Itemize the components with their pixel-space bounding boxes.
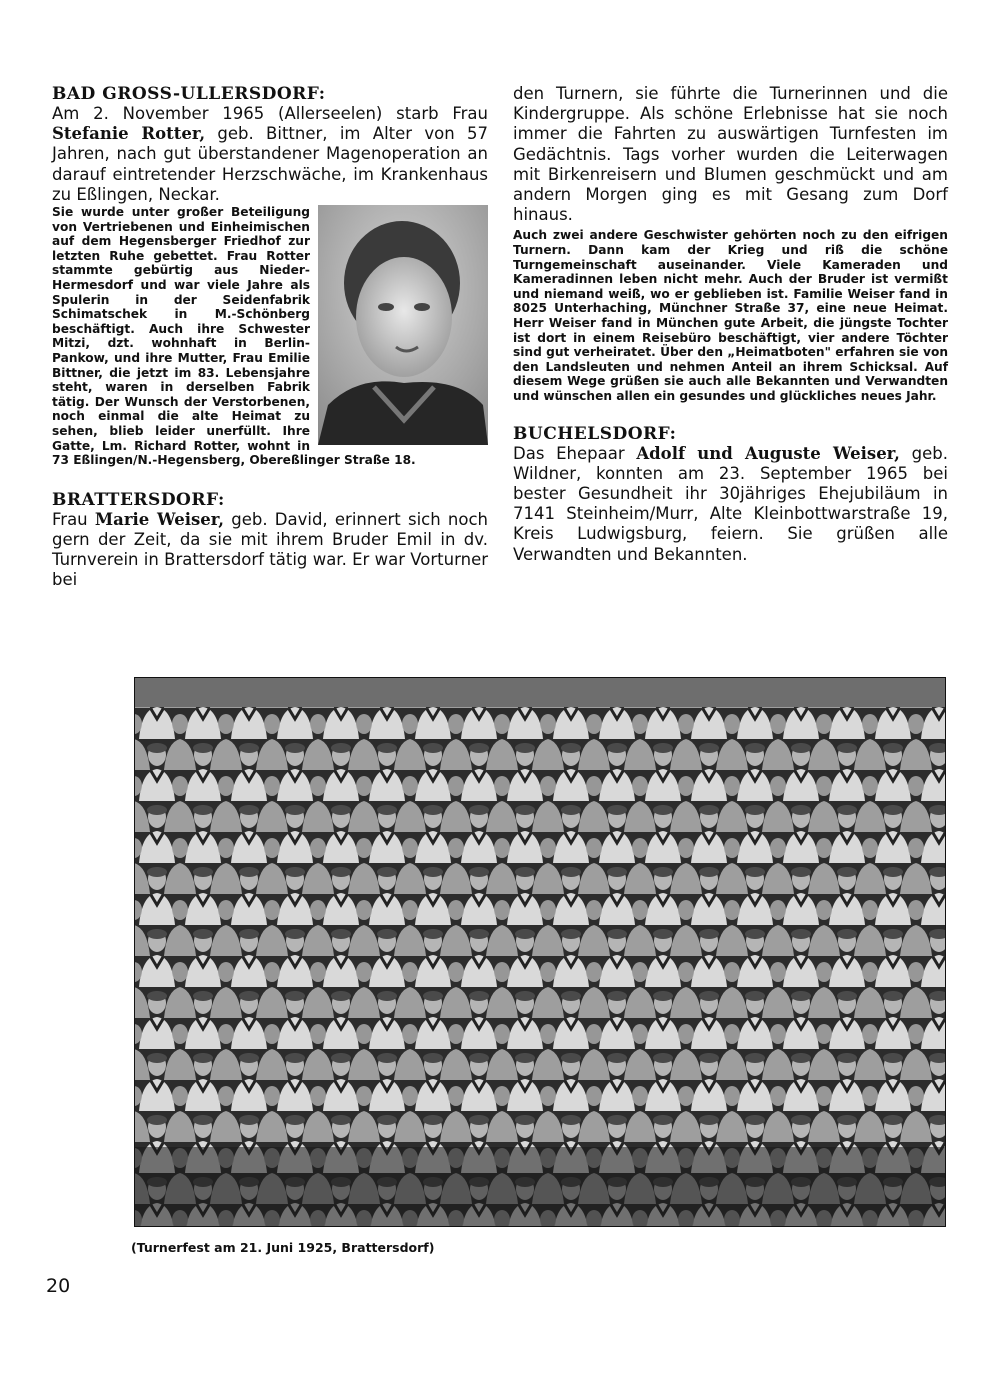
buchelsdorf-name: Adolf und Auguste Weiser, — [636, 443, 900, 463]
left-column — [52, 84, 488, 591]
brattersdorf-text-a: Frau — [52, 509, 95, 529]
obituary-details: Sie wurde unter großer Beteiligung von Vertriebenen und Einheimischen auf dem Hegensberger Friedhof zur letzten Ruhe gebettet. Frau Rotter stammte gebürtig aus Nieder-Hermesdorf und war viele Jahre als Spulerin in der Seidenfabrik Schimatschek in M.-Schönberg beschäftigt. Auch ihre Schwester Mitzi, dzt. wohnhaft in Berlin-Pankow, und ihre Mutter, Frau Emilie Bittner, die jetzt im 83. Lebensjahre steht, waren in derselben Fabrik tätig. Der Wunsch der Verstorbenen, noch einmal die alte Heimat zu sehen, blieb leider unerfüllt. Ihre Gatte, Lm. Richard Rotter, wohnt in 73 Eßlingen/N.-Hegensberg, Obereßlinger Straße 18. — [52, 205, 416, 468]
obituary-name: Stefanie Rotter, — [52, 124, 206, 144]
heading-bad-gross-ullersdorf: BAD GROSS-ULLERSDORF: — [52, 84, 326, 104]
heading-buchelsdorf: BUCHELSDORF: — [513, 423, 677, 444]
buchelsdorf-text-a: Das Ehepaar — [513, 443, 637, 463]
brattersdorf-intro — [52, 510, 488, 591]
brattersdorf-continuation: den Turnern, sie führte die Turnerinnen und die Kindergruppe. Als schöne Erlebnisse hat sie noch immer die Fahrten zu auswärtigen Turnfesten im Gedächtnis. Tags vorher wurden die Leiterwagen mit Birkenreisern und Blumen geschmückt und am andern Morgen ging es mit Gesang zum Dorf hinaus. — [513, 84, 948, 225]
brattersdorf-text-b: geb. David, erinnert sich noch gern der Zeit, da sie mit ihrem Bruder Emil in dv. Turnverein in Brattersdorf tätig war. Er war Vorturner bei — [52, 509, 488, 590]
right-column — [513, 84, 948, 565]
portrait-photo — [318, 205, 488, 445]
brattersdorf-name: Marie Weiser, — [94, 509, 224, 529]
buchelsdorf-text-b: geb. Wildner, konnten am 23. September 1965 bei bester Gesundheit ihr 30jähriges Ehejubiläum in 7141 Steinheim/Murr, Alte Kleinbottwarstraße 19, Kreis Ludwigsburg, feiern. Sie grüßen alle Verwandten und Bekannten. — [513, 443, 948, 564]
photo-caption: (Turnerfest am 21. Juni 1925, Brattersdorf) — [131, 1240, 435, 1255]
weiser-family-details: Auch zwei andere Geschwister gehörten noch zu den eifrigen Turnern. Dann kam der Krieg und riß die schöne Turngemeinschaft auseinander. Viele Kameraden und Kameradinnen leben nicht mehr. Auch der Bruder ist vermißt und niemand weiß, wo er geblieben ist. Familie Weiser fand in 8025 Unterhaching, Münchner Straße 37, eine neue Heimat. Herr Weiser fand in München gute Arbeit, die jüngste Tochter ist dort in einem Reisebüro beschäftigt, vier andere Töchter sind gut verheiratet. Über den „Heimatboten" erfahren sie von den Landsleuten und nehmen Anteil an ihrem Schicksal. Auf diesem Wege grüßen sie auch alle Bekannten und Verwandten und wünschen allen ein gesundes und glückliches neues Jahr. — [513, 228, 948, 403]
buchelsdorf-text — [513, 444, 948, 565]
obituary-intro-text-a: Am 2. November 1965 (Allerseelen) starb Frau — [52, 104, 488, 123]
page-number: 20 — [46, 1275, 71, 1297]
obituary-intro-text-b: geb. Bittner, im Alter von 57 Jahren, nach gut überstandener Magenoperation an darauf eintretender Herzschwäche, im Krankenhaus zu Eßlingen, Neckar. — [52, 124, 488, 204]
group-photo-turnerfest — [134, 677, 946, 1227]
obituary-intro — [52, 104, 488, 205]
heading-brattersdorf: BRATTERSDORF: — [52, 489, 225, 510]
